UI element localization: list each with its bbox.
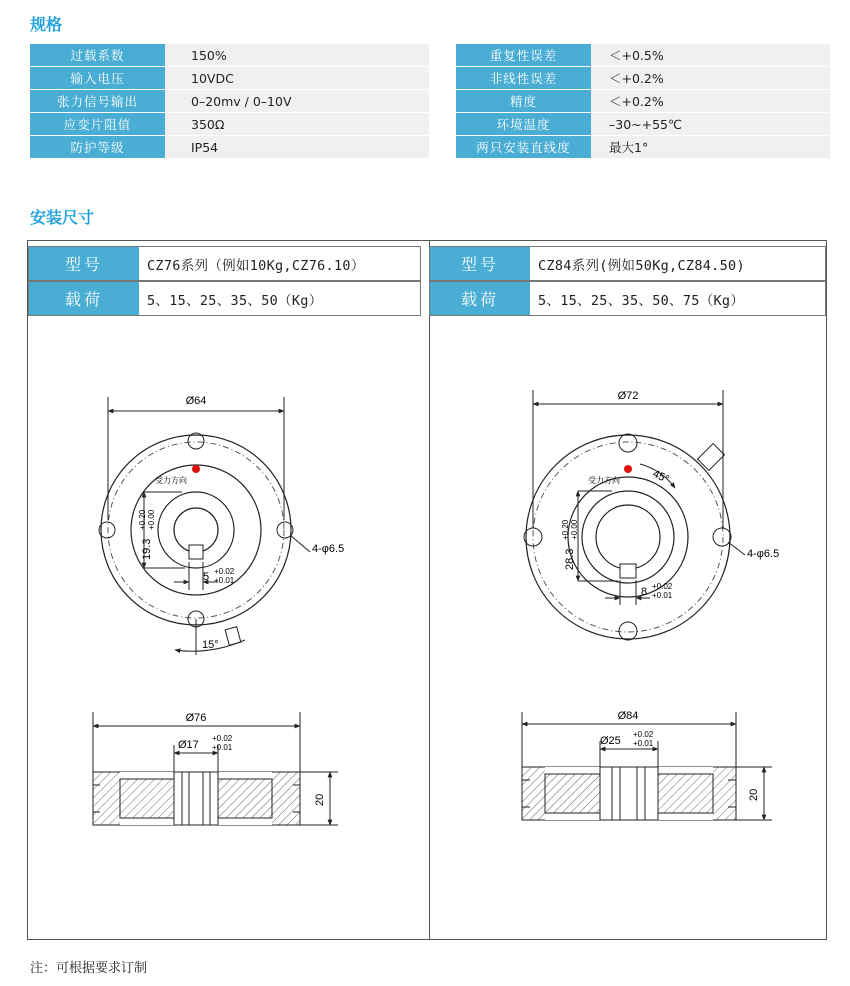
right-dia-bore: Ø25 <box>600 735 621 747</box>
left-model-label: 型号 <box>29 247 139 280</box>
svg-text:+0.00: +0.00 <box>570 519 579 540</box>
right-key-tol-up: +0.02 <box>652 582 673 591</box>
spec-label: 重复性误差 <box>456 44 591 66</box>
left-top-view <box>99 397 310 655</box>
right-model-label: 型号 <box>430 247 530 280</box>
spec-value: 150% <box>165 44 429 66</box>
left-bore-tol-dn: +0.01 <box>212 743 233 752</box>
left-load-value: 5、15、25、35、50（Kg） <box>147 292 323 309</box>
spec-value: ＜+0.2% <box>591 90 830 112</box>
left-holes: 4-φ6.5 <box>312 543 345 555</box>
right-load-value: 5、15、25、35、50、75（Kg） <box>538 292 745 309</box>
right-key-dim: 8 <box>641 586 648 598</box>
spec-label: 环境温度 <box>456 113 591 135</box>
svg-text:28.3: 28.3 <box>564 548 576 570</box>
left-force-dir: 受力方向 <box>155 476 187 485</box>
right-force-dir: 受力方向 <box>588 476 620 485</box>
left-force-point <box>192 465 200 473</box>
right-height-dim <box>561 519 579 570</box>
left-dia-bore: Ø17 <box>178 739 199 751</box>
right-bore-tol-up: +0.02 <box>633 730 654 739</box>
left-height-dim <box>138 509 156 560</box>
svg-text:+0.00: +0.00 <box>147 509 156 530</box>
spec-label: 精度 <box>456 90 591 112</box>
left-key-tol-dn: +0.01 <box>214 576 235 585</box>
svg-text:19.3: 19.3 <box>141 538 153 560</box>
left-side-view <box>93 712 338 825</box>
left-dia-outer: Ø76 <box>185 712 207 724</box>
left-key-dim: 5 <box>203 571 210 583</box>
svg-text:+0.20: +0.20 <box>561 519 570 540</box>
spec-value: ＜+0.2% <box>591 67 830 89</box>
right-load-label: 载荷 <box>430 282 530 315</box>
left-thickness: 20 <box>314 793 326 806</box>
right-thickness: 20 <box>748 788 760 801</box>
spec-label: 防护等级 <box>30 136 165 158</box>
left-dia-top: Ø64 <box>185 395 207 407</box>
spec-value: 最大1° <box>591 136 830 158</box>
spec-value: 0–20mv / 0–10V <box>165 90 429 112</box>
right-model-value: CZ84系列(例如50Kg,CZ84.50) <box>538 257 745 274</box>
right-bore-tol-dn: +0.01 <box>633 739 654 748</box>
spec-label: 非线性误差 <box>456 67 591 89</box>
spec-label: 张力信号输出 <box>30 90 165 112</box>
spec-value: ＜+0.5% <box>591 44 830 66</box>
spec-label: 输入电压 <box>30 67 165 89</box>
spec-label: 过载系数 <box>30 44 165 66</box>
spec-value: IP54 <box>165 136 429 158</box>
right-side-view <box>522 712 772 820</box>
right-top-view <box>524 390 745 640</box>
install-title: 安装尺寸 <box>30 208 95 227</box>
right-dia-top: Ø72 <box>617 390 639 402</box>
right-force-point <box>624 465 632 473</box>
footnote: 注：可根据要求订制 <box>30 961 148 976</box>
left-bore-tol-up: +0.02 <box>212 734 233 743</box>
spec-label: 两只安装直线度 <box>456 136 591 158</box>
left-model-value: CZ76系列（例如10Kg,CZ76.10） <box>147 257 365 274</box>
right-dia-outer: Ø84 <box>617 710 639 722</box>
right-holes: 4-φ6.5 <box>747 548 780 560</box>
left-angle: 15° <box>202 639 219 651</box>
spec-value: 10VDC <box>165 67 429 89</box>
right-angle: 45° <box>650 467 671 486</box>
spec-title: 规格 <box>30 15 63 34</box>
right-key-tol-dn: +0.01 <box>652 591 673 600</box>
svg-text:+0.20: +0.20 <box>138 509 147 530</box>
left-key-tol-up: +0.02 <box>214 567 235 576</box>
spec-value: 350Ω <box>165 113 429 135</box>
spec-value: –30~+55℃ <box>591 113 830 135</box>
left-load-label: 载荷 <box>29 282 139 315</box>
spec-label: 应变片阻值 <box>30 113 165 135</box>
